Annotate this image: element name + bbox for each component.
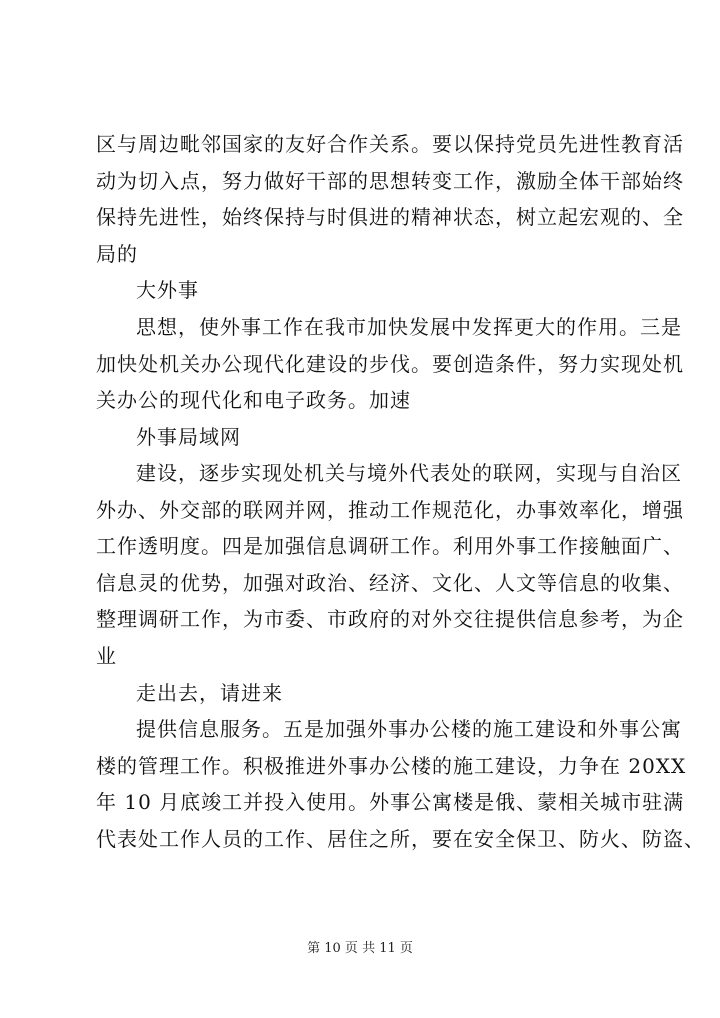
text-line: 业: [96, 643, 117, 668]
paragraph-5: [96, 455, 684, 674]
text-line: 工作透明度。四是加强信息调研工作。利用外事工作接触面广、: [96, 534, 684, 558]
paragraph-7: [96, 711, 705, 857]
paragraph-1: [96, 126, 684, 272]
text-line: 代表处工作人员的工作、居住之所，要在安全保卫、防火、防盗、: [96, 826, 705, 851]
text-line: 外办、外交部的联网并网，推动工作规范化，办事效率化，增强: [96, 497, 684, 522]
text-line: 区与周边毗邻国家的友好合作关系。要以保持党员先进性教育活: [96, 132, 684, 156]
page-number-footer: 第 10 页 共 11 页: [307, 941, 413, 956]
text-line: 局的: [96, 241, 138, 266]
paragraph-4: [136, 419, 684, 456]
text-line: 思想，使外事工作在我市加快发展中发挥更大的作用。三是: [136, 315, 682, 339]
text-line: 大外事: [136, 278, 199, 302]
text-line: 提供信息服务。五是加强外事办公楼的施工建设和外事公寓: [136, 717, 682, 741]
text-line: 加快处机关办公现代化建设的步伐。要创造条件，努力实现处机: [96, 351, 684, 376]
paragraph-6: [136, 675, 684, 712]
text-line: 关办公的现代化和电子政务。加速: [96, 388, 411, 412]
paragraph-3: [96, 309, 684, 419]
paragraph-2: [136, 272, 684, 309]
text-line: 建设，逐步实现处机关与境外代表处的联网，实现与自治区: [136, 461, 682, 485]
text-line: 保持先进性，始终保持与时俱进的精神状态，树立起宏观的、全: [96, 205, 684, 229]
text-line: 外事局域网: [136, 425, 241, 449]
text-line: 信息灵的优势，加强对政治、经济、文化、人文等信息的收集、: [96, 570, 684, 595]
text-line: 动为切入点，努力做好干部的思想转变工作，激励全体干部始终: [96, 168, 684, 193]
text-line: 楼的管理工作。积极推进外事办公楼的施工建设，力争在 20XX: [96, 753, 687, 778]
text-line: 年 10 月底竣工并投入使用。外事公寓楼是俄、蒙相关城市驻满: [96, 790, 685, 814]
text-line: 整理调研工作，为市委、市政府的对外交往提供信息参考，为企: [96, 607, 684, 631]
text-line: 走出去，请进来: [136, 681, 283, 705]
